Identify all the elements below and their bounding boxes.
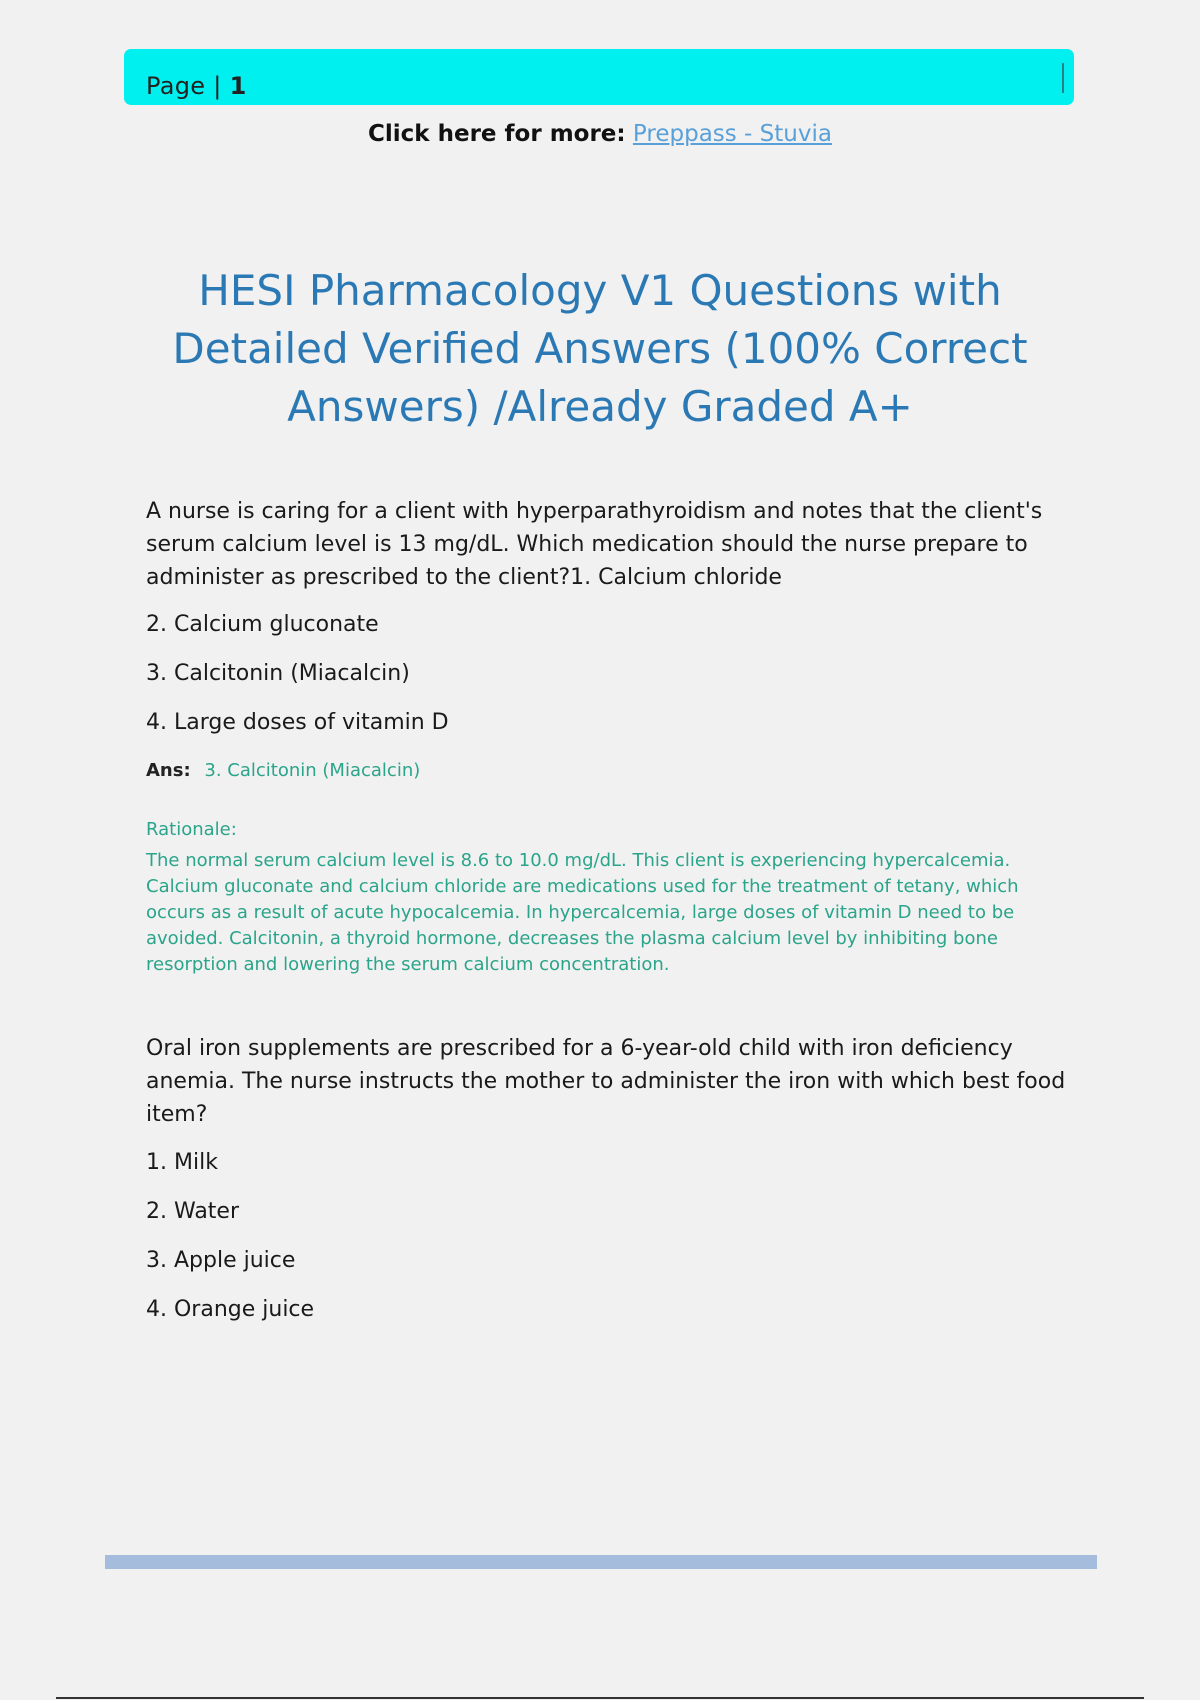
more-lead-text: Click here for more:: [368, 121, 626, 147]
bottom-rule: [56, 1697, 1144, 1699]
title-line-2: Detailed Verified Answers (100% Correct: [172, 324, 1028, 373]
question-1-answer: [146, 758, 1066, 784]
title-line-3: Answers) /Already Graded A+: [287, 382, 913, 431]
preppass-stuvia-link[interactable]: Preppass - Stuvia: [632, 121, 832, 147]
question-2-option-3: 3. Apple juice: [146, 1248, 296, 1273]
question-1-option-2: 2. Calcium gluconate: [146, 612, 379, 637]
question-1-option-3: 3. Calcitonin (Miacalcin): [146, 661, 410, 686]
page-number: 1: [229, 72, 247, 100]
question-block-2: [146, 1032, 1066, 1325]
page-header-bar: [124, 49, 1074, 105]
question-2-option-1: 1. Milk: [146, 1150, 218, 1175]
header-bar-tick: [1062, 63, 1064, 93]
page-separator: |: [213, 72, 222, 100]
more-link-line: [0, 118, 1200, 150]
question-1-option-4: 4. Large doses of vitamin D: [146, 710, 449, 735]
page-word: Page: [146, 72, 206, 100]
rationale-text: The normal serum calcium level is 8.6 to 10.0 mg/dL. This client is experiencing hypercalcemia. Calcium gluconate and calcium chloride are medications used for the treatment of tetany, which occurs as a result of acute hypocalcemia. In hypercalcemia, large doses of vitamin D need to be avoided. Calcitonin, a thyroid hormone, decreases the plasma calcium level by inhibiting bone resorption and lowering the serum calcium concentration.: [146, 850, 1019, 975]
rationale-label: Rationale:: [146, 819, 237, 840]
answer-value: 3. Calcitonin (Miacalcin): [204, 760, 421, 781]
question-2-option-2: 2. Water: [146, 1199, 240, 1224]
page-number-label: [146, 71, 247, 101]
title-line-1: HESI Pharmacology V1 Questions with: [198, 266, 1002, 315]
question-2-option-4: 4. Orange juice: [146, 1297, 315, 1322]
question-block-1: [146, 495, 1066, 978]
question-1-stem: A nurse is caring for a client with hyperparathyroidism and notes that the client's serum calcium level is 13 mg/dL. Which medication should the nurse prepare to administer as prescribed to the client?1. Calcium chloride: [146, 499, 1043, 590]
footer-bar: [105, 1555, 1097, 1569]
answer-label: Ans:: [146, 760, 191, 781]
document-title: [130, 262, 1070, 436]
question-2-stem: Oral iron supplements are prescribed for a 6-year-old child with iron deficiency anemia. The nurse instructs the mother to administer the iron with which best food item?: [146, 1036, 1066, 1127]
